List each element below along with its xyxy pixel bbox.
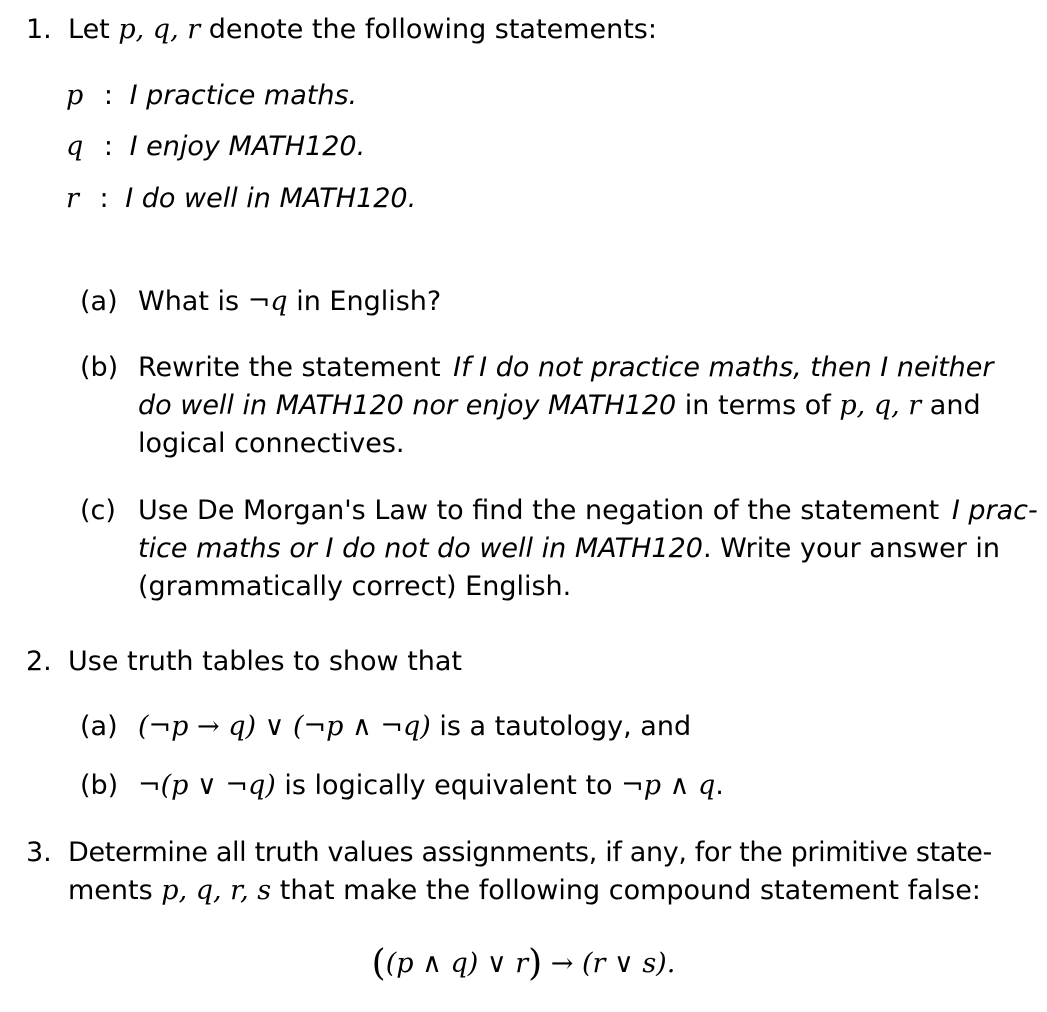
q1b-vars: p, q, r bbox=[839, 390, 922, 421]
q3-line-2 bbox=[68, 872, 981, 910]
q1c-line-2 bbox=[138, 530, 1000, 568]
q1-intro-after: denote the following statements: bbox=[208, 14, 657, 45]
q1a-text bbox=[138, 283, 441, 321]
q3-formula-close: ) bbox=[528, 943, 543, 984]
q3-formula-rest: → (r ∨ s). bbox=[542, 948, 676, 979]
q2b-label: (b) bbox=[80, 770, 119, 801]
q1b-quote-1: If I do not practice maths, then I neither bbox=[453, 352, 994, 383]
statement-sep: : bbox=[103, 131, 113, 162]
q1-intro bbox=[68, 11, 657, 49]
statement-r bbox=[66, 180, 416, 218]
q1a-label: (a) bbox=[80, 286, 118, 317]
q1b-line-3: logical connectives. bbox=[138, 428, 405, 459]
q1b-line-1 bbox=[138, 349, 993, 387]
q1a-expr: ¬q bbox=[247, 286, 288, 317]
q1b-quote-2: do well in MATH120 nor enjoy MATH120 bbox=[138, 390, 677, 421]
q1b-after-1: in terms of bbox=[684, 390, 831, 421]
q1b-before: Rewrite the statement bbox=[138, 352, 441, 383]
q3-formula bbox=[0, 942, 1047, 983]
q2-text: Use truth tables to show that bbox=[68, 646, 463, 677]
q2a-after: is a tautology, and bbox=[439, 711, 692, 742]
q1c-line-3: (grammatically correct) English. bbox=[138, 571, 572, 602]
q1c-before: Use De Morgan's Law to find the negation of the statement bbox=[138, 495, 940, 526]
statement-text: I enjoy MATH120. bbox=[129, 131, 366, 162]
q2a-text bbox=[138, 708, 691, 746]
statement-sep: : bbox=[99, 183, 109, 214]
q2b-end: . bbox=[715, 770, 724, 801]
q1c-label: (c) bbox=[80, 495, 116, 526]
q1c-quote-1: I prac- bbox=[951, 495, 1038, 526]
q1-number: 1. bbox=[26, 14, 52, 45]
q2a-label: (a) bbox=[80, 711, 118, 742]
q3-line2-before: ments bbox=[68, 875, 153, 906]
q1b-after-2: and bbox=[929, 390, 981, 421]
q1-intro-before: Let bbox=[68, 14, 110, 45]
q2b-text bbox=[138, 767, 724, 805]
q1-intro-vars: p, q, r bbox=[118, 14, 201, 45]
statement-var: p bbox=[66, 80, 84, 111]
statement-q bbox=[66, 128, 365, 166]
q1b-label: (b) bbox=[80, 352, 119, 383]
q3-line-1: Determine all truth values assignments, if any, for the primitive state- bbox=[68, 837, 992, 868]
q3-formula-inner: (p ∧ q) ∨ r bbox=[385, 948, 529, 979]
statement-var: q bbox=[66, 131, 84, 162]
q3-formula-open: ( bbox=[371, 943, 386, 984]
statement-text: I practice maths. bbox=[129, 80, 358, 111]
statement-var: r bbox=[66, 183, 79, 214]
q2a-expr: (¬p → q) ∨ (¬p ∧ ¬q) bbox=[138, 711, 431, 742]
q2b-expr2: ¬p ∧ q bbox=[621, 770, 716, 801]
q3-number: 3. bbox=[26, 837, 52, 868]
statement-p bbox=[66, 77, 357, 115]
statement-sep: : bbox=[103, 80, 113, 111]
q1c-quote-2: tice maths or I do not do well in MATH120 bbox=[138, 533, 703, 564]
q1a-before: What is bbox=[138, 286, 240, 317]
q3-line2-after: that make the following compound statement false: bbox=[279, 875, 981, 906]
q1c-after: . Write your answer in bbox=[702, 533, 1001, 564]
q3-vars: p, q, r, s bbox=[161, 875, 272, 906]
q2b-middle: is logically equivalent to bbox=[284, 770, 613, 801]
statement-text: I do well in MATH120. bbox=[125, 183, 417, 214]
q1a-after: in English? bbox=[296, 286, 442, 317]
q2-number: 2. bbox=[26, 646, 52, 677]
q1b-line-2 bbox=[138, 387, 981, 425]
q1c-line-1 bbox=[138, 492, 1038, 530]
q2b-expr: ¬(p ∨ ¬q) bbox=[138, 770, 276, 801]
